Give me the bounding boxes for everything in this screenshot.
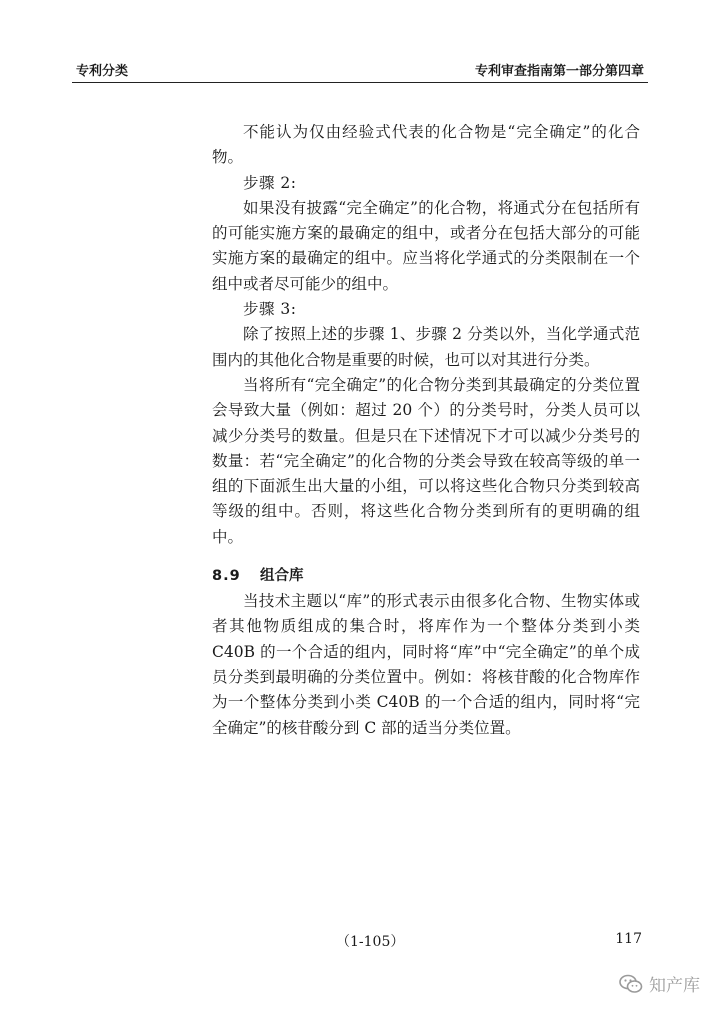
header-book-title: 专利审查指南第一部分第四章 xyxy=(474,64,644,79)
watermark-text: 知产库 xyxy=(649,976,700,996)
paragraph: 当技术主题以“库”的形式表示由很多化合物、生物实体或者其他物质组成的集合时，将库作为一个整体分类到小类 C40B 的一个合适的组内，同时将“库”中“完全确定”的单个成员分类到最明确的分类位置中。例如：将核苷酸的化合物库作为一个整体分类到小类 C40B 的一个合适的组内，同时将“完全确定”的核苷酸分到 C 部的适当分类位置。 xyxy=(212,592,640,737)
paragraph: 如果没有披露“完全确定”的化合物，将通式分在包括所有的可能实施方案的最确定的组中，或者分在包括大部分的可能实施方案的最确定的组中。应当将化学通式的分类限制在一个组中或者尽可能少的组中。 xyxy=(212,198,640,293)
running-header xyxy=(72,60,648,83)
step-label: 步骤 3: xyxy=(243,300,297,319)
section-title: 组合库 xyxy=(260,568,304,585)
paragraph: 不能认为仅由经验式代表的化合物是“完全确定”的化合物。 xyxy=(212,123,640,167)
paragraph: 当将所有“完全确定”的化合物分类到其最确定的分类位置会导致大量（例如：超过 20 个）的分类号时，分类人员可以减少分类号的数量。但是只在下述情况下才可以减少分类号的数量：若“完全确定”的化合物的分类会导致在较高等级的单一组的下面派生出大量的小组，可以将这些化合物只分类到较高等级的组中。否则，将这些化合物分类到所有的更明确的组中。 xyxy=(212,375,640,546)
main-text xyxy=(212,120,640,741)
wechat-icon xyxy=(619,974,643,994)
paragraph: 除了按照上述的步骤 1、步骤 2 分类以外，当化学通式范围内的其他化合物是重要的时候，也可以对其进行分类。 xyxy=(212,325,640,369)
section-number: 8.9 xyxy=(212,568,241,585)
step-label: 步骤 2: xyxy=(243,173,297,192)
watermark xyxy=(619,971,700,996)
footer-page-number: 117 xyxy=(615,931,642,947)
section-heading xyxy=(212,564,640,589)
footer-page-reference: （1-105） xyxy=(336,934,405,950)
header-chapter-title: 专利分类 xyxy=(76,64,129,79)
